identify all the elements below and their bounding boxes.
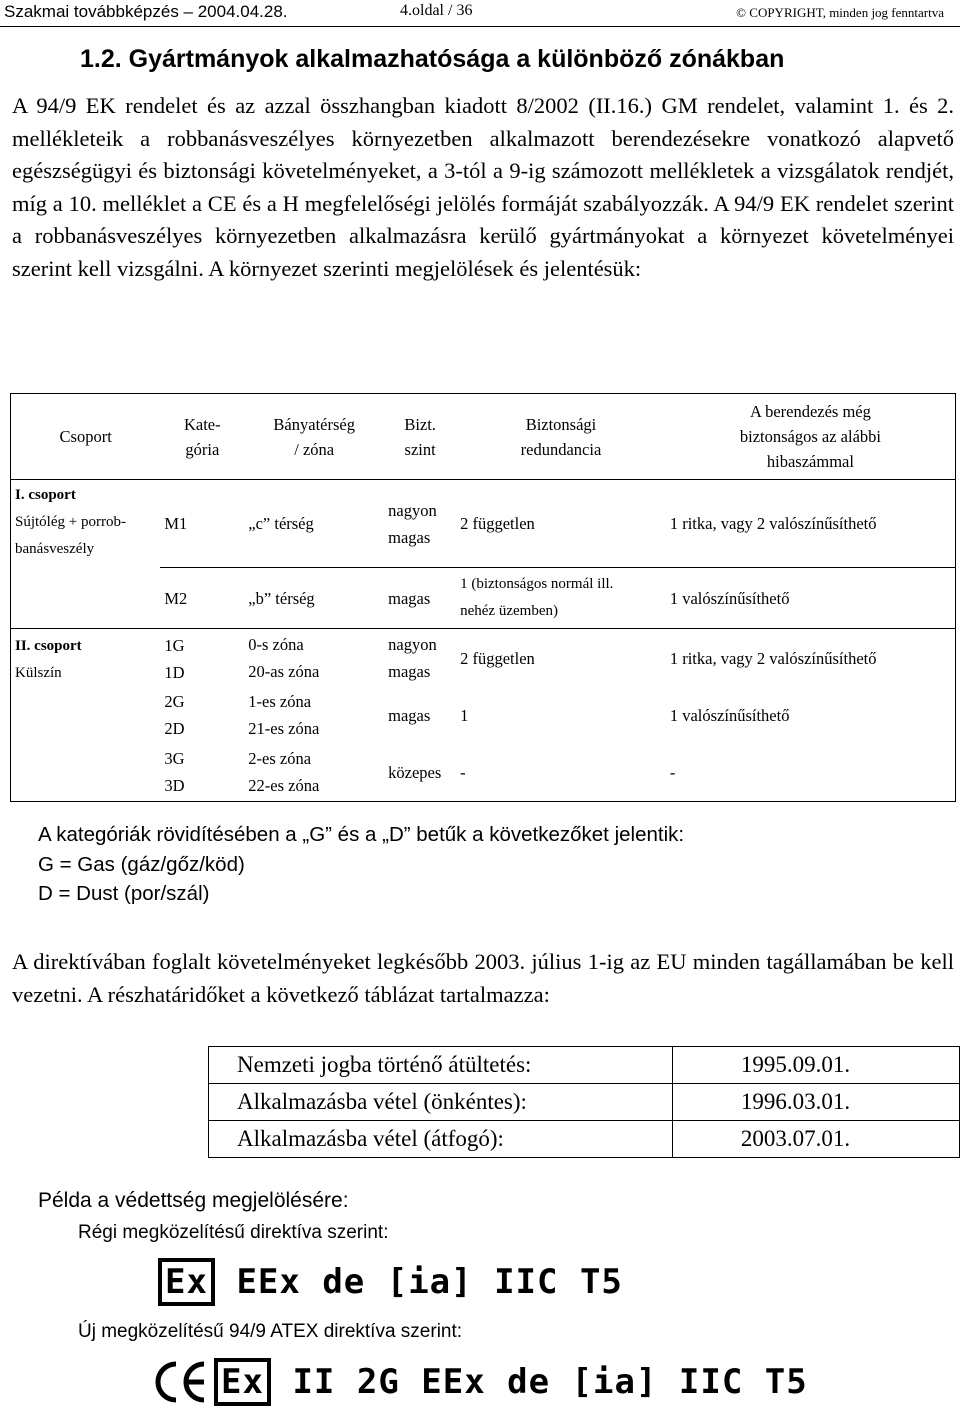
- cell-redundancy: -: [460, 762, 466, 782]
- table-row: [11, 480, 956, 568]
- deadline-label: Nemzeti jogba történő átültetés:: [209, 1047, 673, 1084]
- old-marking: [158, 1262, 623, 1302]
- cell-category: M2: [160, 568, 244, 629]
- old-marking-code: EEx de [ia] IIC T5: [236, 1262, 623, 1302]
- group-1-cell: I. csoport Sújtólég + porrob- banásveszély: [11, 480, 161, 629]
- intro-paragraph: A 94/9 EK rendelet és az azzal összhangban kiadott 8/2002 (II.16.) GM rendelet, valamint 1. és 2. mellékleteik a robbanásveszélyes környezetben alkalmazott berendezésekre vonatkozó alapvető egészségügyi és biztonsági követelményeket, a 3-tól a 9-ig számozott mellékletek a vizsgálatok rendjét, míg a 10. melléklet a CE és a H megfelelőségi jelölés formáját szabályozzák. A 94/9 EK rendelet szerint a robbanásveszélyes környezetben alkalmazásra kerülő gyártmányokat a környezet követelményei szerint kell vizsgálni. A környezet szerinti megjelölések és jelentésük:: [12, 93, 954, 281]
- cell-zone: 0-s zóna 20-as zóna: [248, 635, 320, 681]
- abbreviation-d: D = Dust (por/szál): [38, 882, 210, 905]
- abbreviations-intro: A kategóriák rövidítésében a „G” és a „D” betűk a következőket jelentik:: [38, 823, 685, 846]
- cell-fault: 1 valószínűsíthető: [669, 705, 790, 725]
- cell-redundancy: 1: [460, 705, 469, 725]
- cell-redundancy: 2 független: [460, 648, 535, 668]
- cell-redundancy: 1 (biztonságos normál ill. nehéz üzemben): [456, 568, 666, 629]
- cell-fault: 1 ritka, vagy 2 valószínűsíthető: [669, 648, 877, 668]
- deadline-date: 2003.07.01.: [672, 1121, 959, 1158]
- header-fault-tolerance: A berendezés még biztonságos az alábbi hibaszámmal: [666, 394, 956, 480]
- cell-safety-level: nagyon magas: [384, 480, 456, 568]
- cell-fault: 1 ritka, vagy 2 valószínűsíthető: [666, 480, 956, 568]
- deadline-label: Alkalmazásba vétel (átfogó):: [209, 1121, 673, 1158]
- new-marking-code: II 2G EEx de [ia] IIC T5: [292, 1362, 808, 1402]
- ex-symbol-icon: Ex: [214, 1358, 271, 1406]
- header-course: Szakmai továbbképzés – 2004.04.28.: [4, 2, 288, 21]
- page-header: [0, 0, 960, 28]
- cell-zone: 1-es zóna 21-es zóna: [248, 692, 320, 738]
- ex-symbol-icon: Ex: [158, 1258, 215, 1306]
- header-redundancy: Biztonsági redundancia: [456, 394, 666, 480]
- table-row: [209, 1047, 960, 1084]
- abbreviation-g: G = Gas (gáz/gőz/köd): [38, 852, 245, 876]
- header-group: Csoport: [11, 394, 161, 480]
- cell-category: 2G 2D: [164, 692, 185, 738]
- cell-redundancy: 2 független: [456, 480, 666, 568]
- cell-fault: 1 valószínűsíthető: [666, 568, 956, 629]
- deadline-date: 1996.03.01.: [672, 1084, 959, 1121]
- group-2-cell: II. csoport Külszín: [15, 638, 82, 681]
- ce-mark-text: CE: [150, 1406, 152, 1407]
- header-zone: Bányatérség / zóna: [244, 394, 384, 480]
- category-table: [10, 393, 956, 802]
- section-title: 1.2. Gyártmányok alkalmazhatósága a különböző zónákban: [80, 45, 785, 73]
- cell-category: M1: [160, 480, 244, 568]
- old-directive-label: Régi megközelítésű direktíva szerint:: [78, 1222, 389, 1243]
- cell-category: 3G 3D: [164, 749, 185, 795]
- table-row: [11, 629, 956, 688]
- example-title: Példa a védettség megjelölésére:: [38, 1189, 349, 1212]
- cell-safety-level: magas: [384, 568, 456, 629]
- header-rule: [0, 26, 960, 27]
- header-copyright: © COPYRIGHT, minden jog fenntartva: [736, 5, 944, 20]
- header-category: Kate- gória: [160, 394, 244, 480]
- cell-safety-level: nagyon magas: [388, 635, 437, 681]
- cell-zone: „b” térség: [244, 568, 384, 629]
- cell-category: 1G 1D: [164, 636, 185, 682]
- ce-mark-icon: [150, 1358, 208, 1406]
- cell-zone: 2-es zóna 22-es zóna: [248, 749, 320, 795]
- deadlines-table: [208, 1046, 960, 1158]
- cell-safety-level: közepes: [388, 762, 442, 782]
- cell-safety-level: magas: [388, 705, 431, 725]
- table-row: [209, 1084, 960, 1121]
- table-header-row: [11, 394, 956, 480]
- abbreviations: [38, 820, 684, 909]
- cell-zone: „c” térség: [244, 480, 384, 568]
- header-page-number: 4.oldal / 36: [400, 2, 473, 19]
- header-safety-level: Bizt. szint: [384, 394, 456, 480]
- cell-fault: -: [669, 762, 676, 782]
- new-directive-label: Új megközelítésű 94/9 ATEX direktíva szerint:: [78, 1321, 463, 1342]
- deadline-date: 1995.09.01.: [672, 1047, 959, 1084]
- directive-paragraph: A direktívában foglalt követelményeket legkésőbb 2003. július 1-ig az EU minden tagállamában be kell vezetni. A részhatáridőket a következő táblázat tartalmazza:: [12, 949, 954, 1007]
- deadline-label: Alkalmazásba vétel (önkéntes):: [209, 1084, 673, 1121]
- table-row: [209, 1121, 960, 1158]
- new-marking: [214, 1362, 808, 1402]
